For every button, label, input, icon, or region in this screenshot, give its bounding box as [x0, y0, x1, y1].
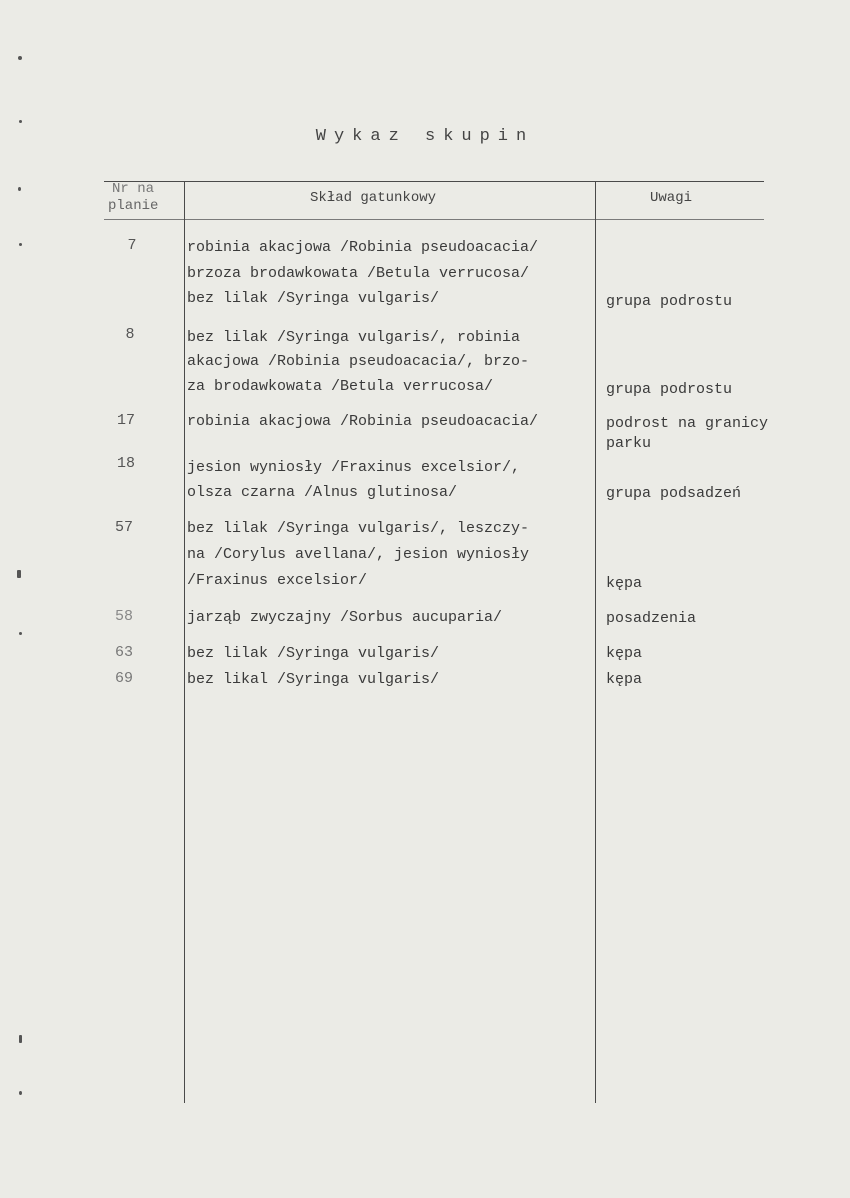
row-uwagi-line: kępa — [606, 671, 643, 688]
header-bottom-rule — [104, 219, 764, 220]
document-title: Wykaz skupin — [315, 127, 535, 146]
header-uwagi: Uwagi — [650, 190, 693, 206]
row-sklad-line: olsza czarna /Alnus glutinosa/ — [187, 484, 458, 501]
row-sklad-line: bez lilak /Syringa vulgaris/, leszczy- — [187, 520, 530, 537]
row-sklad-line: za brodawkowata /Betula verrucosa/ — [187, 378, 494, 395]
row-sklad-line: na /Corylus avellana/, jesion wyniosły — [187, 546, 530, 563]
row-sklad-line: jesion wyniosły /Fraxinus excelsior/, — [187, 459, 521, 476]
row-uwagi-line: grupa podrostu — [606, 381, 733, 398]
column-divider-left — [184, 181, 185, 1103]
row-nr: 7 — [127, 237, 137, 254]
row-nr: 17 — [116, 412, 135, 429]
row-uwagi-line: podrost na granicy — [606, 415, 769, 432]
binding-hole-mark — [19, 120, 22, 123]
row-nr: 58 — [114, 608, 133, 625]
row-uwagi-line: kępa — [606, 575, 643, 592]
row-sklad-line: /Fraxinus excelsior/ — [187, 572, 368, 589]
row-uwagi-line: grupa podrostu — [606, 293, 733, 310]
binding-hole-mark — [19, 1035, 22, 1043]
table-top-rule — [104, 181, 764, 182]
row-sklad-line: robinia akacjowa /Robinia pseudoacacia/ — [187, 239, 539, 256]
row-nr: 57 — [114, 519, 133, 536]
row-sklad-line: bez lilak /Syringa vulgaris/ — [187, 645, 440, 662]
row-nr: 69 — [114, 670, 133, 687]
header-nr-line1: Nr na — [112, 181, 155, 197]
binding-hole-mark — [18, 187, 21, 191]
header-nr-line2: planie — [108, 198, 159, 214]
row-sklad-line: bez lilak /Syringa vulgaris/ — [187, 290, 440, 307]
row-nr: 8 — [125, 326, 135, 343]
row-uwagi-line: kępa — [606, 645, 643, 662]
header-sklad: Skład gatunkowy — [310, 190, 437, 206]
binding-hole-mark — [19, 632, 22, 635]
row-sklad-line: robinia akacjowa /Robinia pseudoacacia/ — [187, 413, 539, 430]
row-nr: 18 — [116, 455, 135, 472]
row-sklad-line: brzoza brodawkowata /Betula verrucosa/ — [187, 265, 530, 282]
row-sklad-line: bez likal /Syringa vulgaris/ — [187, 671, 440, 688]
row-sklad-line: akacjowa /Robinia pseudoacacia/, brzo- — [187, 353, 530, 370]
row-uwagi-line: parku — [606, 435, 652, 452]
column-divider-right — [595, 181, 596, 1103]
row-nr: 63 — [114, 644, 133, 661]
binding-hole-mark — [19, 1091, 22, 1095]
binding-hole-mark — [19, 243, 22, 246]
row-uwagi-line: grupa podsadzeń — [606, 485, 742, 502]
binding-hole-mark — [18, 56, 22, 60]
row-uwagi-line: posadzenia — [606, 610, 697, 627]
binding-hole-mark — [17, 570, 21, 578]
row-sklad-line: jarząb zwyczajny /Sorbus aucuparia/ — [187, 609, 503, 626]
row-sklad-line: bez lilak /Syringa vulgaris/, robinia — [187, 329, 521, 346]
